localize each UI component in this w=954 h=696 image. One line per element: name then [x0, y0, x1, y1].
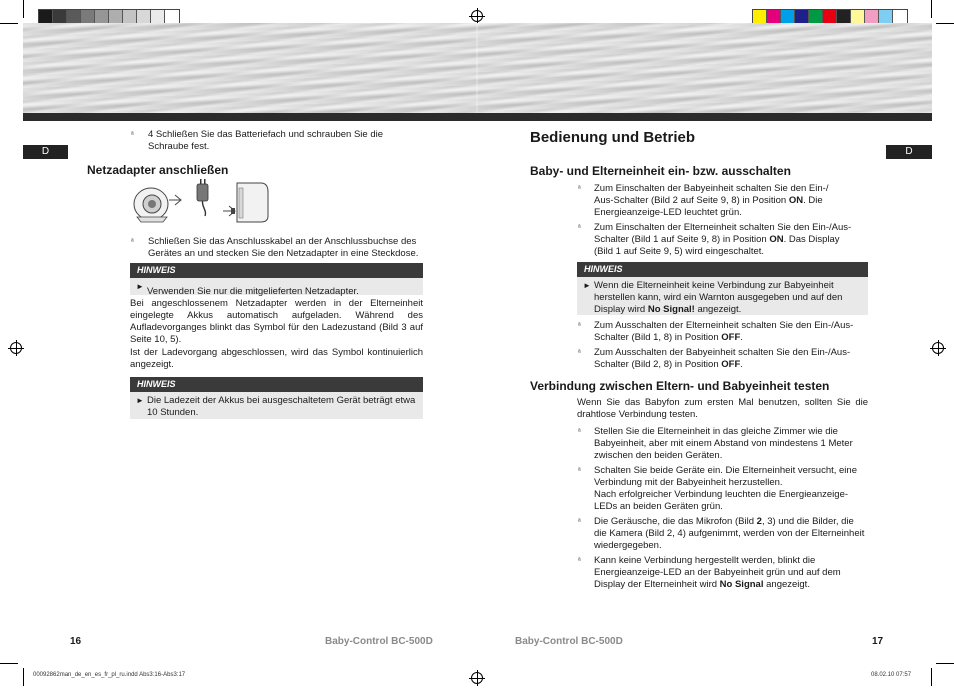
color-swatch [95, 10, 109, 24]
test-2-line-4: LEDs an beiden Geräten grün. [594, 501, 723, 512]
note-box [130, 278, 423, 295]
test-4-line-1: Kann keine Verbindung hergestellt werden, blinkt die [594, 555, 816, 566]
parent-on-line-1: Zum Einschalten der Elterneinheit schalten Sie den Ein-/Aus- [594, 222, 852, 233]
color-swatch [137, 10, 151, 24]
crop-mark [0, 23, 18, 24]
page-title: Bedienung und Betrieb [530, 129, 695, 146]
color-swatch [165, 10, 179, 24]
bullet-mark: ᵃ [578, 557, 581, 564]
slug-filename: 00092862man_de_en_es_fr_pl_ru.indd Abs3:16-Abs3:17 [33, 672, 186, 678]
test-1-line-3: zwischen den beiden Geräten. [594, 450, 723, 461]
section-heading-test: Verbindung zwischen Eltern- und Babyeinheit testen [530, 379, 830, 393]
connect-line-2: Gerätes an und stecken Sie den Netzadapter in eine Steckdose. [148, 248, 419, 259]
color-swatch [837, 10, 851, 24]
test-2-line-3: Nach erfolgreicher Verbindung leuchten die Energieanzeige- [594, 489, 849, 500]
color-swatch [865, 10, 879, 24]
note-text-line-1: Die Ladezeit der Akkus bei ausgeschaltetem Gerät beträgt etwa [147, 395, 416, 406]
bullet-mark: ᵃ [131, 238, 134, 245]
note-header: HINWEIS [130, 263, 423, 278]
adapter-connection-illustration [127, 178, 275, 226]
parent-on-line-2: Schalter (Bild 1 auf Seite 9, 8) in Position ON. Das Display [594, 234, 840, 245]
color-swatch [893, 10, 907, 24]
arrow-right-icon: ► [583, 281, 591, 290]
test-1-line-2: Babyeinheit, aber mit einem Abstand von mindestens 1 Meter [594, 438, 853, 449]
color-swatch [781, 10, 795, 24]
language-badge-right: D [886, 145, 932, 159]
color-swatch [81, 10, 95, 24]
crop-mark [931, 0, 932, 18]
color-swatch [123, 10, 137, 24]
step-4-line-2: Schraube fest. [148, 141, 210, 152]
test-intro: Wenn Sie das Babyfon zum ersten Mal benutzen, sollten Sie die drahtlose Verbindung testen. [577, 397, 868, 420]
language-badge-left: D [23, 145, 68, 159]
bullet-mark: ᵃ [578, 349, 581, 356]
note-header: HINWEIS [577, 262, 868, 277]
note-text: Verwenden Sie nur die mitgelieferten Netzadapter. [147, 286, 359, 297]
color-swatch [823, 10, 837, 24]
note-text-line-2: 10 Stunden. [147, 407, 199, 418]
parent-off-line-1: Zum Ausschalten der Elterneinheit schalten Sie den Ein-/Aus- [594, 320, 854, 331]
adapter-heading: Netzadapter anschließen [87, 163, 229, 177]
test-3-line-1: Die Geräusche, die das Mikrofon (Bild 2, 3) und die Bilder, die [594, 516, 854, 527]
bullet-mark: ᵃ [578, 322, 581, 329]
slug-date: 08.02.10 07:57 [871, 672, 912, 678]
connect-line-1: Schließen Sie das Anschlusskabel an der Anschlussbuchse des [148, 236, 417, 247]
charging-paragraph: Bei angeschlossenem Netzadapter werden in der Elterneinheit eingelegte Akkus automatisch aufgeladen. Während des Aufladevorganges blinkt das Symbol für den Ladezustand (Bild 3 auf Seite 10, 5). [130, 298, 423, 345]
parent-off-line-2: Schalter (Bild 1, 8) in Position OFF. [594, 332, 743, 343]
color-swatch [53, 10, 67, 24]
registration-mark-icon [471, 672, 483, 684]
baby-off-line-1: Zum Ausschalten der Babyeinheit schalten Sie den Ein-/Aus- [594, 347, 851, 358]
bullet-mark: ᵃ [131, 131, 134, 138]
crop-mark [936, 23, 954, 24]
color-swatch [795, 10, 809, 24]
crop-mark [936, 663, 954, 664]
charged-paragraph: Ist der Ladevorgang abgeschlossen, wird das Symbol kontinuierlich angezeigt. [130, 347, 423, 370]
bullet-mark: ᵃ [578, 467, 581, 474]
arrow-right-icon: ► [136, 396, 144, 405]
note-line-3: Display wird No Signal! angezeigt. [594, 304, 742, 315]
arrow-right-icon: ► [136, 282, 144, 291]
test-2-line-1: Schalten Sie beide Geräte ein. Die Elterneinheit versucht, eine [594, 465, 857, 476]
test-3-line-2: die Kamera (Bild 2, 4) aufgenimmt, werden von der Elterneinheit [594, 528, 865, 539]
note-line-1: Wenn die Elterneinheit keine Verbindung zur Babyeinheit [594, 280, 834, 291]
color-swatch [39, 10, 53, 24]
note-box [130, 392, 423, 419]
bullet-mark: ᵃ [578, 428, 581, 435]
test-4-line-3: Display der Elterneinheit wird No Signal angezeigt. [594, 579, 810, 590]
test-2-line-2: Verbindung mit der Babyeinheit herzustellen. [594, 477, 783, 488]
parent-on-line-3: (Bild 1 auf Seite 9, 5) wird eingeschaltet. [594, 246, 765, 257]
note-box [577, 277, 868, 315]
note-line-2: herstellen kann, wird ein Warnton ausgegeben und auf den [594, 292, 843, 303]
test-3-line-3: wiedergegeben. [594, 540, 662, 551]
color-swatch [851, 10, 865, 24]
test-1-line-1: Stellen Sie die Elterneinheit in das gleiche Zimmer wie die [594, 426, 838, 437]
bullet-mark: ᵃ [578, 224, 581, 231]
baby-on-line-3: Energieanzeige-LED leuchtet grün. [594, 207, 742, 218]
section-heading-power: Baby- und Elterneinheit ein- bzw. ausschalten [530, 164, 791, 178]
baby-on-line-1: Zum Einschalten der Babyeinheit schalten Sie den Ein-/ [594, 183, 829, 194]
color-swatch [67, 10, 81, 24]
bullet-mark: ᵃ [578, 518, 581, 525]
color-swatch [767, 10, 781, 24]
baby-on-line-2: Aus-Schalter (Bild 2 auf Seite 9, 8) in Position ON. Die [594, 195, 823, 206]
color-swatch [809, 10, 823, 24]
color-swatch [109, 10, 123, 24]
header-banner-shadow [23, 113, 932, 121]
step-4-line-1: 4 Schließen Sie das Batteriefach und schrauben Sie die [148, 129, 384, 140]
note-header: HINWEIS [130, 377, 423, 392]
footer-model-right: Baby-Control BC-500D [515, 636, 623, 647]
bullet-mark: ᵃ [578, 185, 581, 192]
test-4-line-2: Energieanzeige-LED an der Babyeinheit grün und auf dem [594, 567, 841, 578]
baby-off-line-2: Schalter (Bild 2, 8) in Position OFF. [594, 359, 743, 370]
registration-mark-icon [932, 342, 944, 354]
crop-mark [0, 663, 18, 664]
color-swatch [753, 10, 767, 24]
crop-mark [23, 668, 24, 686]
color-swatch [879, 10, 893, 24]
color-swatch [151, 10, 165, 24]
footer-model-left: Baby-Control BC-500D [325, 636, 433, 647]
crop-mark [931, 668, 932, 686]
registration-mark-icon [471, 10, 483, 22]
spread-gutter [476, 23, 478, 121]
page-number-left: 16 [70, 636, 82, 647]
page-number-right: 17 [872, 636, 884, 647]
registration-mark-icon [10, 342, 22, 354]
crop-mark [23, 0, 24, 18]
